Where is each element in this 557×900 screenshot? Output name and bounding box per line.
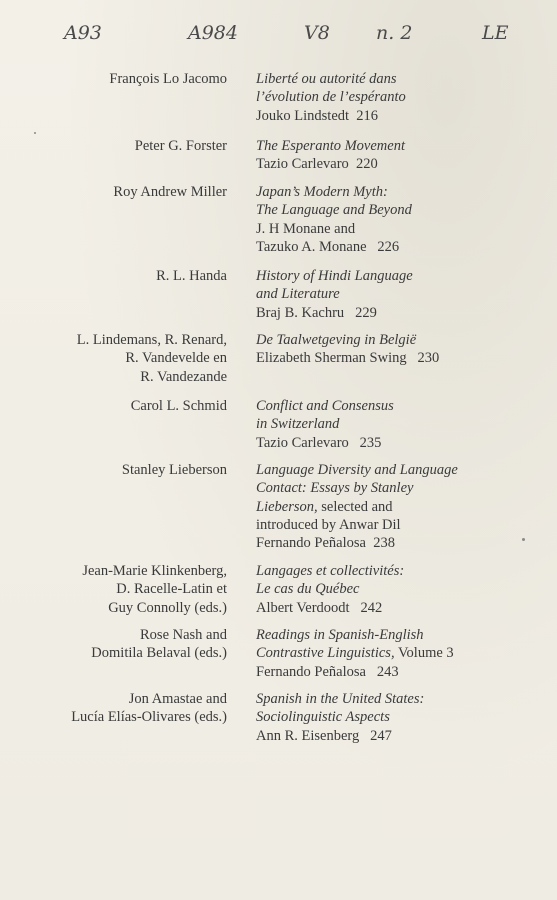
review-details bbox=[256, 331, 556, 368]
reviewer-name: Albert Verdoodt bbox=[256, 599, 350, 616]
reviewer-line bbox=[256, 599, 556, 617]
book-title-roman: Volume 3 bbox=[394, 645, 454, 662]
review-details bbox=[256, 397, 556, 452]
book-title bbox=[256, 461, 556, 534]
reviewer-name: J. H Monane and Tazuko A. Monane bbox=[256, 220, 367, 255]
page-number: 247 bbox=[370, 727, 392, 744]
review-details bbox=[256, 690, 556, 745]
reviewer-line bbox=[256, 663, 556, 681]
book-title: Conflict and Consensus in Switzerland bbox=[256, 398, 394, 433]
book-title-italic: Readings in Spanish-English Contrastive Linguistics, bbox=[256, 627, 424, 662]
handwritten-note: A93 bbox=[64, 22, 102, 44]
page-number: 216 bbox=[356, 107, 379, 124]
handwritten-note: V8 bbox=[304, 22, 330, 44]
book-title: Spanish in the United States: Sociolinguistic Aspects bbox=[256, 691, 425, 726]
page-number: 238 bbox=[373, 535, 395, 552]
paper-speck bbox=[34, 132, 36, 134]
review-details bbox=[256, 267, 556, 322]
book-author: Rose Nash and Domitila Belaval (eds.) bbox=[91, 627, 227, 662]
reviewer-name: Braj B. Kachru bbox=[256, 304, 345, 321]
reviewer-name: Elizabeth Sherman Swing bbox=[256, 350, 407, 367]
review-details bbox=[256, 70, 556, 125]
review-details bbox=[256, 562, 556, 617]
reviewer-line bbox=[256, 304, 556, 322]
book-title: De Taalwetgeving in België bbox=[256, 332, 417, 348]
review-details bbox=[256, 461, 556, 552]
review-details bbox=[256, 137, 556, 174]
reviewer-name: Fernando Peñalosa bbox=[256, 535, 366, 552]
book-author: Peter G. Forster bbox=[134, 138, 227, 154]
reviewer-line bbox=[256, 434, 556, 452]
reviewer-name: Ann R. Eisenberg bbox=[256, 727, 360, 744]
reviewer-name: Tazio Carlevaro bbox=[256, 434, 349, 451]
reviewer-line bbox=[256, 534, 556, 552]
paper-speck bbox=[522, 538, 525, 541]
page-number: 242 bbox=[360, 599, 383, 616]
page-number: 235 bbox=[359, 434, 382, 451]
page-number: 230 bbox=[417, 350, 440, 367]
book-title-italic: Language Diversity and Language Contact: Essays by Stanley Lieberson, bbox=[256, 462, 458, 515]
book-author: Carol L. Schmid bbox=[130, 398, 227, 414]
handwritten-annotation bbox=[0, 22, 557, 52]
reviewer-name: Jouko Lindstedt bbox=[256, 107, 350, 124]
reviewer-line bbox=[256, 349, 556, 367]
reviewer-line bbox=[256, 727, 556, 745]
page-number: 243 bbox=[376, 663, 399, 680]
page-number: 226 bbox=[377, 238, 400, 255]
book-title-roman: selected and introduced by Anwar Dil bbox=[256, 498, 401, 533]
book-author: Jean-Marie Klinkenberg, D. Racelle-Latin et Guy Connolly (eds.) bbox=[82, 563, 227, 616]
page-number: 229 bbox=[355, 304, 377, 321]
reviewer-name: Tazio Carlevaro bbox=[256, 156, 349, 173]
page-number: 220 bbox=[356, 156, 378, 173]
book-author: R. L. Handa bbox=[156, 268, 227, 284]
book-author: Jon Amastae and Lucía Elías-Olivares (eds.) bbox=[71, 691, 227, 726]
handwritten-note: A984 bbox=[188, 22, 238, 44]
review-details bbox=[256, 183, 556, 256]
book-title: The Esperanto Movement bbox=[256, 138, 405, 154]
book-title: History of Hindi Language and Literature bbox=[256, 268, 413, 303]
book-author: Stanley Lieberson bbox=[121, 462, 227, 478]
review-details bbox=[256, 626, 556, 681]
reviewer-line bbox=[256, 220, 556, 257]
handwritten-note: LE bbox=[482, 22, 509, 44]
reviewer-line bbox=[256, 155, 556, 173]
book-title: Liberté ou autorité dans l’évolution de l’espéranto bbox=[256, 71, 406, 106]
reviewer-line bbox=[256, 107, 556, 125]
book-author: François Lo Jacomo bbox=[109, 71, 227, 87]
book-title bbox=[256, 626, 556, 663]
book-title: Langages et collectivités: Le cas du Québec bbox=[256, 563, 405, 598]
book-title: Japan’s Modern Myth: The Language and Beyond bbox=[256, 184, 412, 219]
reviewer-name: Fernando Peñalosa bbox=[256, 663, 366, 680]
book-author: L. Lindemans, R. Renard, R. Vandevelde en R. Vandezande bbox=[76, 332, 227, 385]
book-author: Roy Andrew Miller bbox=[113, 184, 227, 200]
handwritten-note: n. 2 bbox=[376, 22, 413, 44]
